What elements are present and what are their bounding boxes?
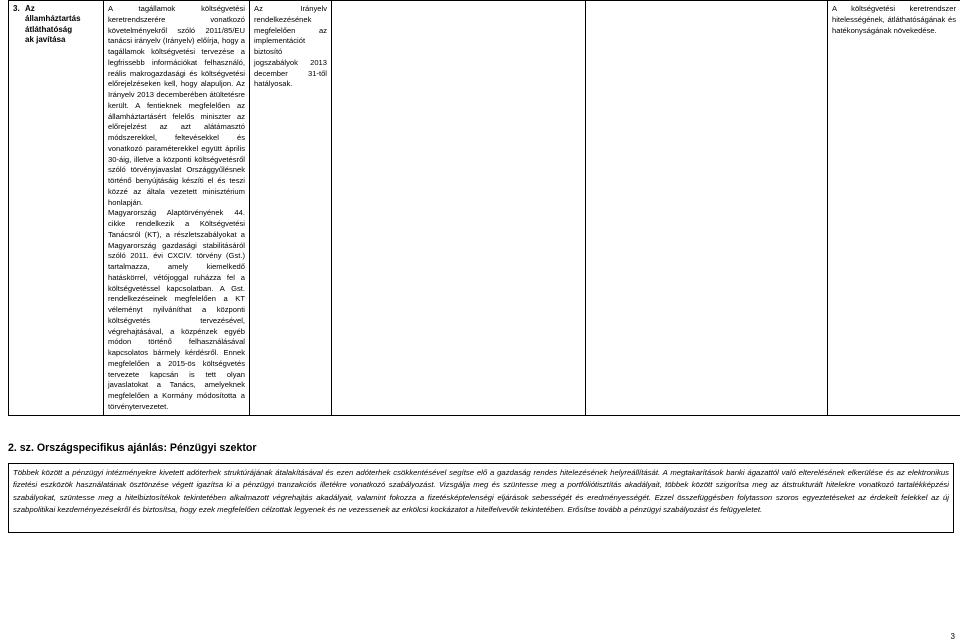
- page-number: 3: [950, 632, 955, 641]
- row-number: 3.: [13, 4, 20, 13]
- expected-impact-cell: A költségvetési keretrendszer hitelességének, átláthatóságának és hatékonyságának növekedése.: [828, 1, 960, 416]
- description-paragraph-2: Magyarország Alaptörvényének 44. cikke rendelkezik a Költségvetési Tanácsról (KT), a részletszabályokat a Magyarország gazdasági stabilitásáról szóló 2011. évi CXCIV. törvény (Gst.) tartalmazza, amely kiemelkedő hatáskörrel, vétójoggal ruházza fel a költségvetéssel kapcsolatban. A Gst. rendelkezéseinek megfelelően a KT véleményt nyilváníthat a központi költségvetés tervezésével, végrehajtásával, a közpénzek egyéb módon történő felhasználásával kapcsolatos bármely kérdésről. Ennek megfelelően a 2015-ös költségvetés tervezete kapcsán is tett olyan javaslatokat a Tanács, amelyeknek megfelelően a Kormány módosította a törvénytervezetet.: [108, 208, 245, 411]
- empty-cell-5: [586, 1, 828, 416]
- measures-table: [8, 0, 960, 416]
- empty-cell-4: [332, 1, 586, 416]
- description-paragraph-1: A tagállamok költségvetési keretrendszerére vonatkozó követelményekről szóló 2011/85/EU tanácsi irányelv (Irányelv) előírja, hogy a tagállamok költségvetési tervezése a legfrissebb információkat felhasználó, reális makrogazdasági és költségvetési előrejelzéseken kell, hogy alapuljon. Az Irányelv 2013 decemberében átültetésre került. A fentieknek megfelelően az államháztartásért felelős miniszter az előrejelzést az azt alátámasztó módszerekkel, feltevésekkel és vonatkozó paraméterekkel együtt április 30-áig, illetve a központi költségvetésről szóló törvényjavaslat Országgyűlésnek történő benyújtásáig készíti el és teszi közzé az általa vezetett minisztérium honlapján.: [108, 4, 245, 207]
- row-label: Az államháztartás átláthatóság ak javítása: [25, 4, 81, 45]
- table-row: [9, 1, 960, 416]
- implementation-status-cell: Az Irányelv rendelkezésének megfelelően az implementációt biztosító jogszabályok 2013 december 31-től hatályosak.: [250, 1, 332, 416]
- row-number-label-cell: [9, 1, 104, 416]
- section-heading: 2. sz. Országspecifikus ajánlás: Pénzügyi szektor: [8, 442, 257, 454]
- recommendation-box: Többek között a pénzügyi intézményekre kivetett adóterhek struktúrájának átalakításával és ezen adóterhek csökkentésével segítse elő a gazdaság rendes hitelezésének helyreállítását. A megtakarítások banki ágazattól való elterelésének elkerülése és az elektronikus fizetési eszközök használatának ösztönzése végett igazítsa ki a pénzügyi tranzakciós illetékre vonatkozó szabályozást. Vizsgálja meg és szüntesse meg a portfóliótisztítás akadályait, többek között szigorítsa meg az átstrukturált hitelekre vonatkozó tartalékképzési szabályokat, szüntesse meg a hitelbiztosítékok tekintetében alkalmazott végrehajtás akadályait, valamint fokozza a fizetésképtelenségi eljárások sebességét és eredményességét. Ezzel összefüggésben folytasson szoros egyeztetéseket az érdekelt felekkel az új szabpolitikai kezdeményezésekről és biztosítsa, hogy ezek megfelelően célzottak legyenek és ne vezessenek az erkölcsi kockázatot a hitelfelvevők tekintetében. Erősítse tovább a pénzügyi szabályozást és felügyeletet.: [8, 463, 954, 533]
- measure-description-cell: [104, 1, 250, 416]
